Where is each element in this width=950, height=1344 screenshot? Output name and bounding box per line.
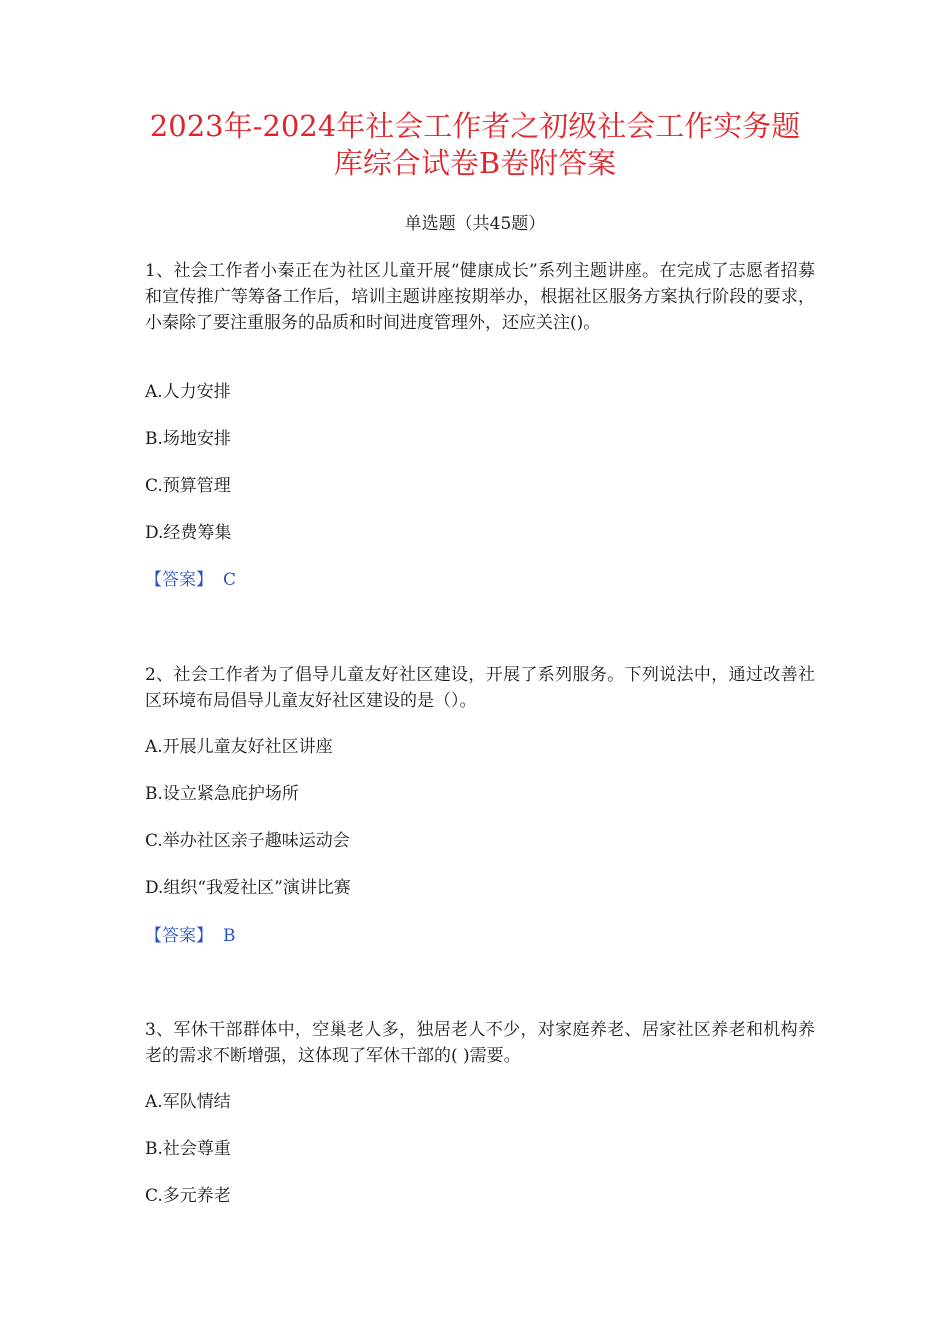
title-line-1: 2023年-2024年社会工作者之初级社会工作实务题 [149,109,801,143]
question-3-option-a: A.军队情结 [145,1092,231,1112]
question-1-stem: 1、社会工作者小秦正在为社区儿童开展“健康成长”系列主题讲座。在完成了志愿者招募和宣传推广等筹备工作后，培训主题讲座按期举办，根据社区服务方案执行阶段的要求，小秦除了要注重服务的品质和时间进度管理外，还应关注()。 [145,261,815,333]
question-2-option-b: B.设立紧急庇护场所 [145,784,299,804]
question-1-option-c: C.预算管理 [145,476,231,496]
question-2-option-a: A.开展儿童友好社区讲座 [145,737,333,757]
question-1-option-d: D.经费筹集 [145,523,232,543]
question-2-option-c: C.举办社区亲子趣味运动会 [145,831,350,851]
section-heading: 单选题（共45题） [404,214,546,234]
question-1-answer [145,568,815,592]
question-1-option-b: B.场地安排 [145,429,231,449]
question-3-option-c: C.多元养老 [145,1186,231,1206]
question-3-option-b: B.社会尊重 [145,1139,231,1159]
question-3-stem: 3、军休干部群体中，空巢老人多，独居老人不少，对家庭养老、居家社区养老和机构养老的需求不断增强，这体现了军休干部的( )需要。 [145,1020,815,1066]
answer-value: C [223,570,237,590]
question-2-stem: 2、社会工作者为了倡导儿童友好社区建设，开展了系列服务。下列说法中，通过改善社区环境布局倡导儿童友好社区建设的是（）。 [145,665,815,711]
title-line-2: 库综合试卷B卷附答案 [333,146,617,180]
answer-value: B [223,926,236,946]
question-2-answer [145,924,815,948]
document-title [100,108,850,182]
question-1-option-a: A.人力安排 [145,382,231,402]
answer-label: 【答案】 [145,570,213,590]
question-2-option-d: D.组织“我爱社区”演讲比赛 [145,878,351,898]
answer-label: 【答案】 [145,926,213,946]
